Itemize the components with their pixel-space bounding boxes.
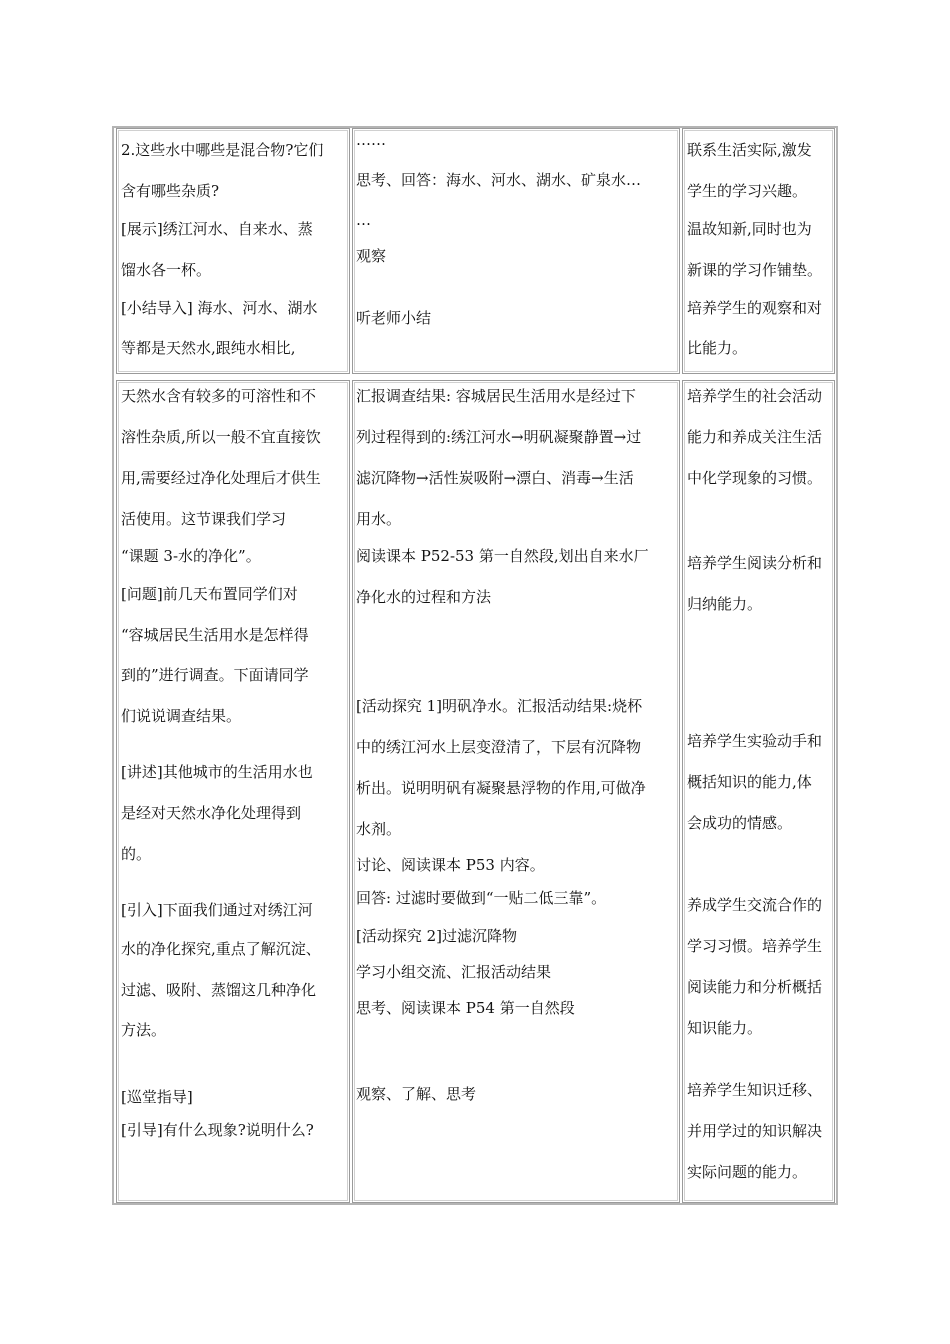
cell-text-line: 知识能力。 [687, 1019, 763, 1037]
cell-text-line: 并用学过的知识解决 [687, 1122, 823, 1140]
cell-text-line: 水的净化探究,重点了解沉淀、 [121, 940, 321, 958]
cell-text-line: 馏水各一杯。 [121, 261, 212, 279]
cell-text-line: 能力和养成关注生活 [687, 428, 823, 446]
cell-text-line: 培养学生阅读分析和 [687, 554, 823, 572]
cell-text-line: 会成功的情感。 [687, 814, 793, 832]
cell-text-line: 中的绣江河水上层变澄清了，下层有沉降物 [356, 738, 642, 756]
table-row [114, 380, 836, 1203]
cell-text-line: 阅读能力和分析概括 [687, 978, 823, 996]
cell-text-line: 是经对天然水净化处理得到 [121, 804, 302, 822]
cell-text-line: 归纳能力。 [687, 595, 763, 613]
student-activity-cell [352, 380, 680, 1203]
cell-text-line: 2.这些水中哪些是混合物?它们 [121, 141, 324, 159]
cell-text-line: 听老师小结 [356, 309, 432, 327]
cell-text-line: 学生的学习兴趣。 [687, 182, 808, 200]
cell-text-line: … [356, 211, 371, 229]
cell-text-line: 过滤、吸附、蒸馏这几种净化 [121, 981, 317, 999]
cell-text-line: 实际问题的能力。 [687, 1163, 808, 1181]
cell-text-line: 滤沉降物→活性炭吸附→漂白、消毒→生活 [356, 469, 634, 487]
cell-text-line: 培养学生实验动手和 [687, 732, 823, 750]
cell-text-line: 析出。说明明矾有凝聚悬浮物的作用,可做净 [356, 779, 646, 797]
cell-text-line: 等都是天然水,跟纯水相比, [121, 339, 296, 357]
cell-text-line: “容城居民生活用水是怎样得 [121, 626, 309, 644]
design-intent-cell [682, 380, 835, 1203]
cell-text-line: 比能力。 [687, 339, 748, 357]
cell-text-line: [活动探究 2]过滤沉降物 [356, 927, 518, 945]
teacher-activity-cell [116, 380, 350, 1203]
student-activity-cell [352, 128, 680, 374]
cell-text-line: [巡堂指导] [121, 1088, 193, 1106]
cell-text-line: 概括知识的能力,体 [687, 773, 812, 791]
cell-text-line: [展示]绣江河水、自来水、蒸 [121, 220, 313, 238]
cell-text-line: [活动探究 1]明矾净水。汇报活动结果:烧杯 [356, 697, 643, 715]
cell-text-line: [小结导入] 海水、河水、湖水 [121, 299, 318, 317]
cell-text-line: 天然水含有较多的可溶性和不 [121, 387, 317, 405]
cell-text-line: 净化水的过程和方法 [356, 588, 492, 606]
cell-text-line: 水剂。 [356, 820, 402, 838]
cell-text-line: 们说说调查结果。 [121, 707, 242, 725]
design-intent-cell [682, 128, 835, 374]
lesson-plan-table [112, 126, 838, 1205]
cell-text-line: [问题]前几天布置同学们对 [121, 585, 298, 603]
cell-text-line: 思考、回答：海水、河水、湖水、矿泉水… [356, 171, 642, 189]
cell-text-line: “课题 3-水的净化”。 [121, 547, 261, 565]
cell-text-line: 阅读课本 P52-53 第一自然段,划出自来水厂 [356, 547, 649, 565]
cell-text-line: 观察 [356, 247, 387, 265]
table-row [114, 128, 836, 374]
cell-text-line: 温故知新,同时也为 [687, 220, 812, 238]
cell-text-line: 汇报调查结果: 容城居民生活用水是经过下 [356, 387, 636, 405]
cell-text-line: 培养学生的社会活动 [687, 387, 823, 405]
teacher-activity-cell [116, 128, 350, 374]
cell-text-line: 方法。 [121, 1021, 167, 1039]
cell-text-line: 到的”进行调查。下面请同学 [121, 666, 309, 684]
cell-text-line: [引导]有什么现象?说明什么? [121, 1121, 314, 1139]
cell-text-line: 回答: 过滤时要做到“一贴二低三靠”。 [356, 889, 607, 907]
cell-text-line: 培养学生知识迁移、 [687, 1081, 823, 1099]
cell-text-line: [引入]下面我们通过对绣江河 [121, 901, 313, 919]
cell-text-line: 观察、了解、思考 [356, 1085, 477, 1103]
cell-text-line: 中化学现象的习惯。 [687, 469, 823, 487]
cell-text-line: 学习小组交流、汇报活动结果 [356, 963, 552, 981]
cell-text-line: 含有哪些杂质? [121, 182, 220, 200]
cell-text-line: 新课的学习作铺垫。 [687, 261, 823, 279]
cell-text-line: 用,需要经过净化处理后才供生 [121, 469, 321, 487]
cell-text-line: 培养学生的观察和对 [687, 299, 823, 317]
cell-text-line: 溶性杂质,所以一般不宜直接饮 [121, 428, 321, 446]
cell-text-line: 思考、阅读课本 P54 第一自然段 [356, 999, 575, 1017]
cell-text-line: 用水。 [356, 510, 402, 528]
cell-text-line: 讨论、阅读课本 P53 内容。 [356, 856, 545, 874]
cell-text-line: 的。 [121, 845, 152, 863]
cell-text-line: 活使用。这节课我们学习 [121, 510, 287, 528]
cell-text-line: 列过程得到的:绣江河水→明矾凝聚静置→过 [356, 428, 642, 446]
cell-text-line: 联系生活实际,激发 [687, 141, 812, 159]
cell-text-line: 养成学生交流合作的 [687, 896, 823, 914]
cell-text-line: [讲述]其他城市的生活用水也 [121, 763, 313, 781]
cell-text-line: …… [356, 131, 386, 149]
cell-text-line: 学习习惯。培养学生 [687, 937, 823, 955]
